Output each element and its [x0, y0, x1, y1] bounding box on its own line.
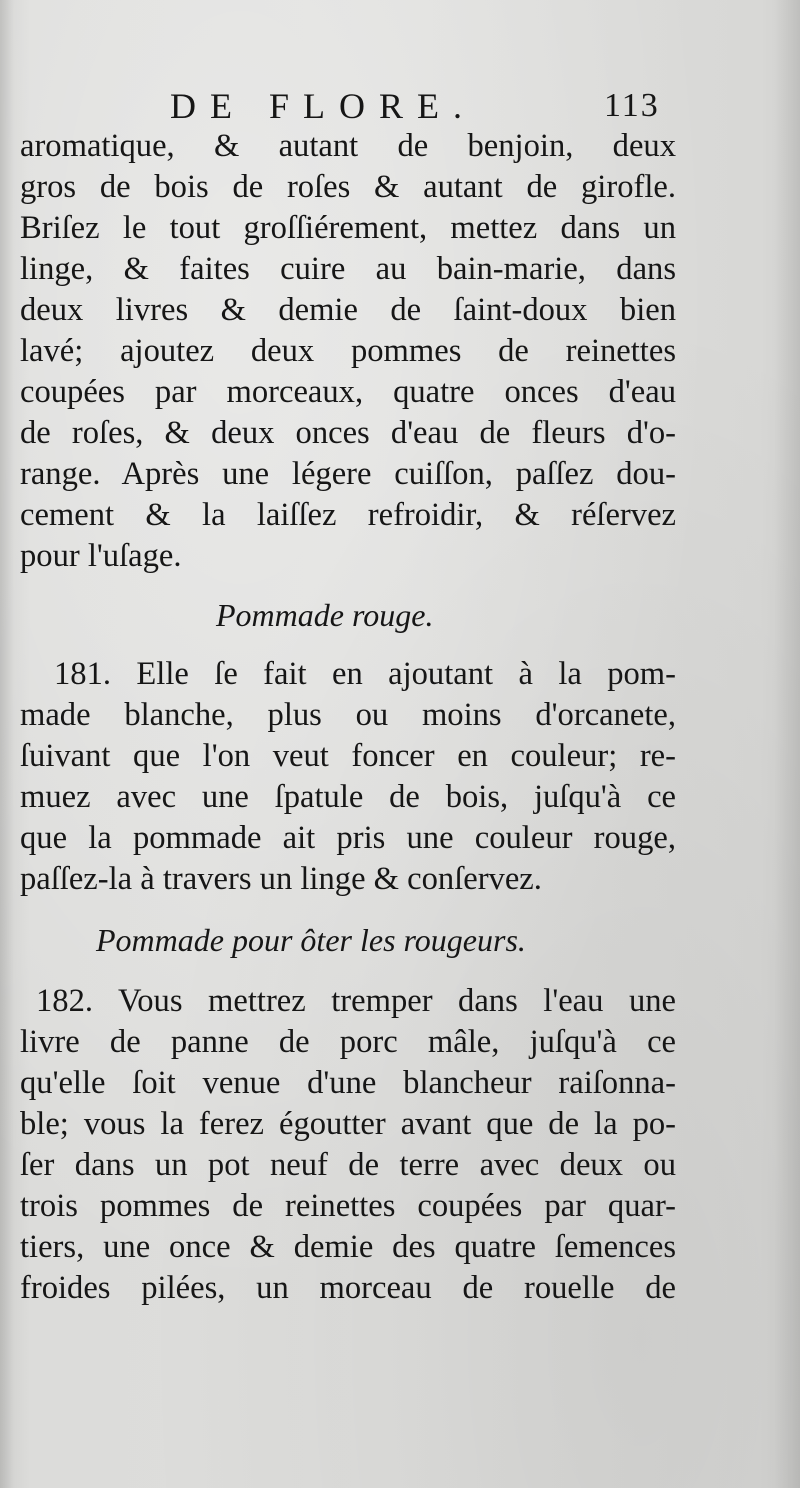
text-line: qu'elle ſoit venue d'une blancheur raiſonna-	[20, 1065, 676, 1101]
text-line: ſuivant que l'on veut foncer en couleur; re-	[20, 738, 676, 774]
text-line: froides pilées, un morceau de rouelle de	[20, 1270, 676, 1306]
text-line: range. Après une légere cuiſſon, paſſez dou-	[20, 456, 676, 492]
text-line: de roſes, & deux onces d'eau de fleurs d'o-	[20, 415, 676, 451]
text-line: made blanche, plus ou moins d'orcanete,	[20, 697, 676, 733]
text-line: deux livres & demie de ſaint-doux bien	[20, 292, 676, 328]
text-line: que la pommade ait pris une couleur rouge,	[20, 820, 676, 856]
text-line: aromatique, & autant de benjoin, deux	[20, 128, 676, 164]
text-line: ble; vous la ferez égoutter avant que de la po-	[20, 1106, 676, 1142]
text-line: gros de bois de roſes & autant de girofle.	[20, 169, 676, 205]
text-line: trois pommes de reinettes coupées par quar-	[20, 1188, 676, 1224]
text-line: cement & la laiſſez refroidir, & réſervez	[20, 497, 676, 533]
page-number: 113	[604, 87, 660, 124]
text-line: linge, & faites cuire au bain-marie, dans	[20, 251, 676, 287]
running-head-title: DE FLORE.	[170, 86, 476, 126]
section-heading-pommade-rouge: Pommade rouge.	[216, 597, 434, 633]
text-line: lavé; ajoutez deux pommes de reinettes	[20, 333, 676, 369]
paragraph-3	[20, 981, 676, 1309]
paragraph-2	[20, 654, 676, 900]
text-line: ſer dans un pot neuf de terre avec deux ou	[20, 1147, 676, 1183]
page-edge-shadow	[774, 0, 800, 1488]
text-line: Briſez le tout groſſiérement, mettez dans un	[20, 210, 676, 246]
paragraph-1	[20, 126, 676, 577]
text-line: 182. Vous mettrez tremper dans l'eau une	[36, 983, 676, 1019]
text-line: pour l'uſage.	[20, 538, 182, 574]
section-heading-pommade-rougeurs: Pommade pour ôter les rougeurs.	[96, 922, 526, 958]
text-line: livre de panne de porc mâle, juſqu'à ce	[20, 1024, 676, 1060]
text-line: coupées par morceaux, quatre onces d'eau	[20, 374, 676, 410]
gutter-shadow	[0, 0, 14, 1488]
text-line: paſſez-la à travers un linge & conſervez.	[20, 861, 542, 897]
text-line: tiers, une once & demie des quatre ſemences	[20, 1229, 676, 1265]
text-line: 181. Elle ſe fait en ajoutant à la pom-	[54, 656, 676, 692]
text-line: muez avec une ſpatule de bois, juſqu'à ce	[20, 779, 676, 815]
text-block	[20, 126, 676, 1309]
